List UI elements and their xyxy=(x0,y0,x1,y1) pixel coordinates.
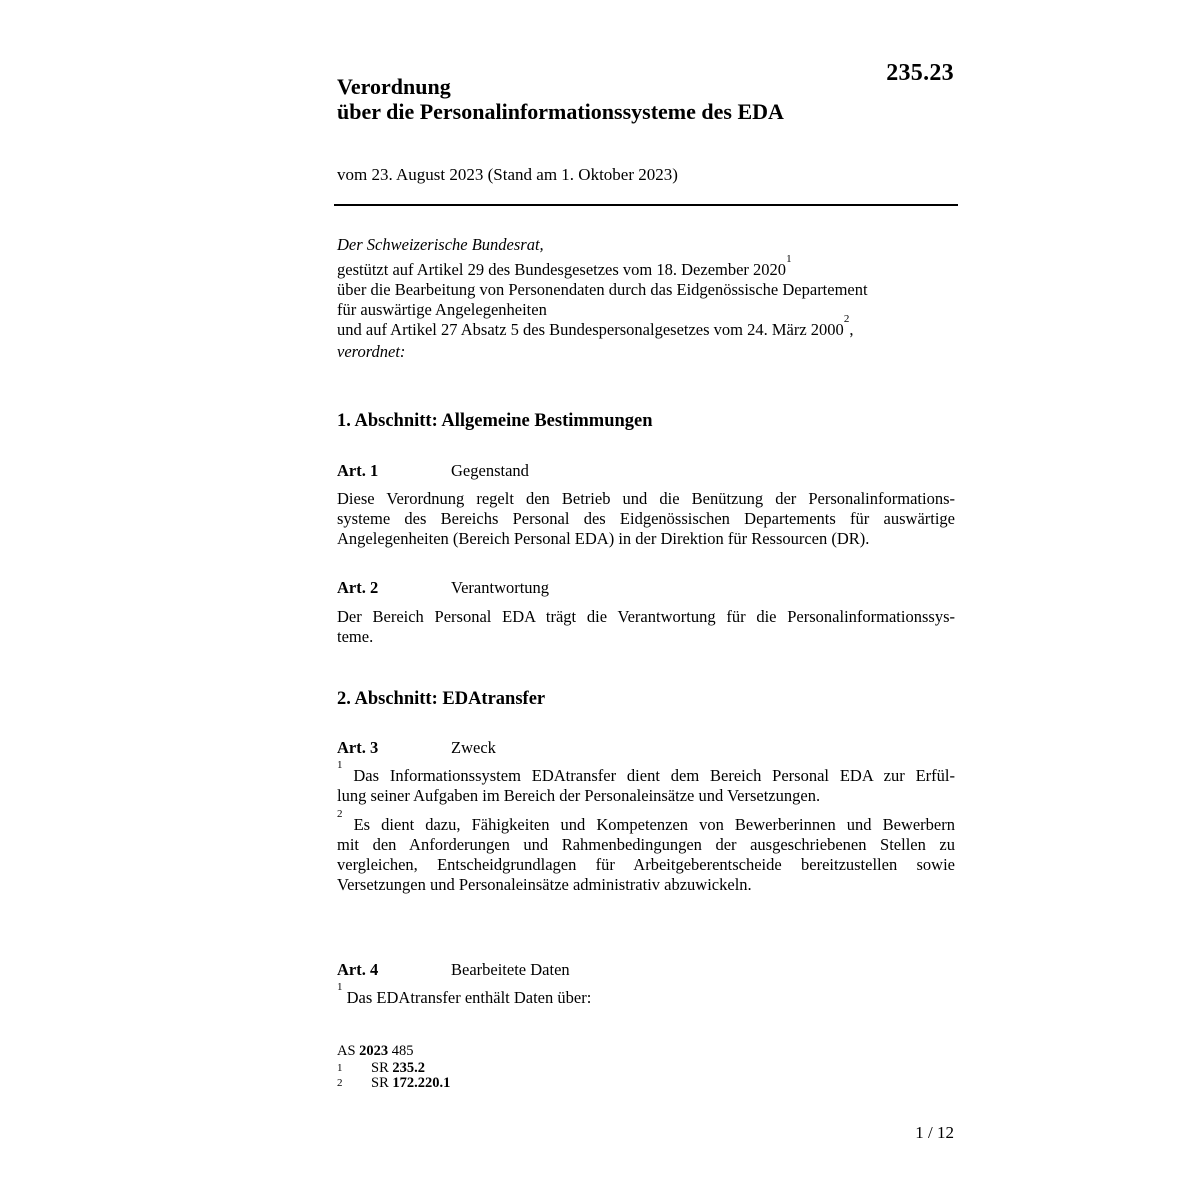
section-heading-1: 1. Abschnitt: Allgemeine Bestimmungen xyxy=(337,411,653,431)
article-1-number: Art. 1 xyxy=(337,461,379,480)
sr-number: 235.23 xyxy=(886,60,954,86)
official-compilation-ref: AS 2023 485 xyxy=(337,1043,414,1059)
article-3-title: Zweck xyxy=(451,738,496,757)
article-3-paragraph-2: $^2$ Es dient dazu, Fähigkeiten und Kompetenzen von Bewerberinnen und Bewerbern mit den Anforderungen und Rahmenbedingungen der ausgeschriebenen Stellen zu vergleichen, Entscheidgrundlagen für Arbeitgeberentscheide bereitzustellen sowie Versetzungen und Personaleinsätze administrativ abzuwickeln. xyxy=(337,808,955,894)
article-4-heading xyxy=(337,960,570,980)
article-4-paragraph-1: $^1$ Das EDAtransfer enthält Daten über: xyxy=(337,981,592,1007)
article-1-text: Diese Verordnung regelt den Betrieb und die Benützung der Personalinformations- systeme des Bereichs Personal des Eidgenössischen Departements für auswärtige Angelegenheiten (Bereich Personal EDA) in der Direktion für Ressourcen (DR). xyxy=(337,489,955,548)
footnote-ref-1[interactable]: 1 xyxy=(786,253,792,265)
preamble-line-4: und auf Artikel 27 Absatz 5 des Bundespersonalgesetzes vom 24. März 2000$^2$, xyxy=(337,313,854,339)
footnotes xyxy=(337,1044,450,1091)
title-line-2: über die Personalinformationssysteme des EDA xyxy=(337,99,784,124)
article-4-title: Bearbeitete Daten xyxy=(451,960,570,979)
paragraph-number: 1 xyxy=(337,981,343,993)
footnote-ref-2[interactable]: 2 xyxy=(843,313,850,325)
article-4-number: Art. 4 xyxy=(337,960,379,979)
article-1-heading xyxy=(337,461,529,481)
preamble xyxy=(337,235,957,362)
footnote-2: 2 SR 172.220.1 xyxy=(337,1075,451,1091)
article-1-title: Gegenstand xyxy=(451,461,529,480)
article-3-number: Art. 3 xyxy=(337,738,379,757)
preamble-line-2: über die Bearbeitung von Personendaten durch das Eidgenössische Departement xyxy=(337,280,868,299)
paragraph-number: 1 xyxy=(337,759,343,771)
article-2-heading xyxy=(337,578,549,598)
date-line: vom 23. August 2023 (Stand am 1. Oktober 2023) xyxy=(337,165,678,184)
title-line-1: Verordnung xyxy=(337,74,451,99)
article-3-paragraph-1: $^1$ Das Informationssystem EDAtransfer dient dem Bereich Personal EDA zur Erfül- lung seiner Aufgaben im Bereich der Personaleinsätze und Versetzungen. xyxy=(337,759,955,805)
paragraph-number: 2 xyxy=(337,808,343,820)
page-number: 1 / 12 xyxy=(915,1123,954,1142)
header-rule xyxy=(334,204,958,206)
preamble-authority: Der Schweizerische Bundesrat, xyxy=(337,235,544,254)
article-3-heading xyxy=(337,738,496,758)
section-heading-2: 2. Abschnitt: EDAtransfer xyxy=(337,689,546,709)
article-2-number: Art. 2 xyxy=(337,578,379,597)
document-title xyxy=(337,74,784,124)
article-2-text: Der Bereich Personal EDA trägt die Verantwortung für die Personalinformationssys- teme. xyxy=(337,607,955,646)
preamble-verb: verordnet: xyxy=(337,342,406,361)
article-2-title: Verantwortung xyxy=(451,578,550,597)
document-page xyxy=(337,60,957,1160)
preamble-line-1: gestützt auf Artikel 29 des Bundesgesetzes vom 18. Dezember 2020$^1$ xyxy=(337,253,792,279)
preamble-line-3: für auswärtige Angelegenheiten xyxy=(337,300,547,319)
footnote-1: 1 SR 235.2 xyxy=(337,1060,425,1076)
